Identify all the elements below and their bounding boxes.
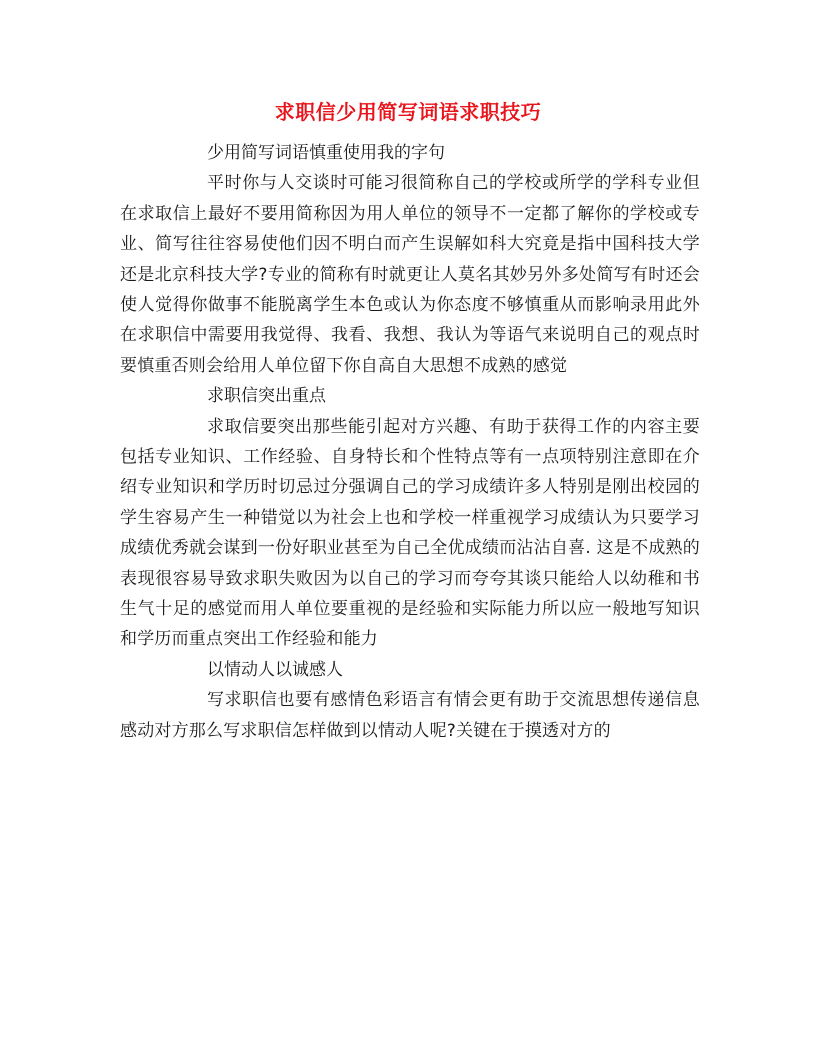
- document-title: 求职信少用简写词语求职技巧: [274, 100, 542, 124]
- section-heading: 少用简写词语慎重使用我的字句: [207, 143, 445, 163]
- section-paragraph: 平时你与人交谈时可能习很简称自己的学校或所学的学科专业但在求取信上最好不要用简称因为用人单位的领导不一定都了解你的学校或专业、简写往往容易使他们因不明白而产生误解如科大究竟是指中国科技大学还是北京科技大学?专业的简称有时就更让人莫名其妙另外多处简写有时还会使人觉得你做事不能脱离学生本色或认为你态度不够慎重从而影响录用此外在求职信中需要用我觉得、我看、我想、我认为等语气来说明自己的观点时要慎重否则会给用人单位留下你自高自大思想不成熟的感觉: [120, 173, 700, 376]
- document-body: [120, 138, 700, 746]
- section-heading: 以情动人以诚感人: [207, 659, 343, 680]
- section-paragraph: 写求职信也要有感情色彩语言有情会更有助于交流思想传递信息感动对方那么写求职信怎样做到以情动人呢?关键在于摸透对方的: [120, 690, 700, 741]
- section-heading: 求职信突出重点: [207, 386, 326, 407]
- section-paragraph: 求取信要突出那些能引起对方兴趣、有助于获得工作的内容主要包括专业知识、工作经验、自身特长和个性特点等有一点项特别注意即在介绍专业知识和学历时切忌过分强调自己的学习成绩许多人特别是刚出校园的学生容易产生一种错觉以为社会上也和学校一样重视学习成绩认为只要学习成绩优秀就会谋到一份好职业甚至为自己全优成绩而沾沾自喜. 这是不成熟的表现很容易导致求职失败因为以自己的学习而夸夸其谈只能给人以幼稚和书生气十足的感觉而用人单位要重视的是经验和实际能力所以应一般地写知识和学历而重点突出工作经验和能力: [120, 416, 700, 650]
